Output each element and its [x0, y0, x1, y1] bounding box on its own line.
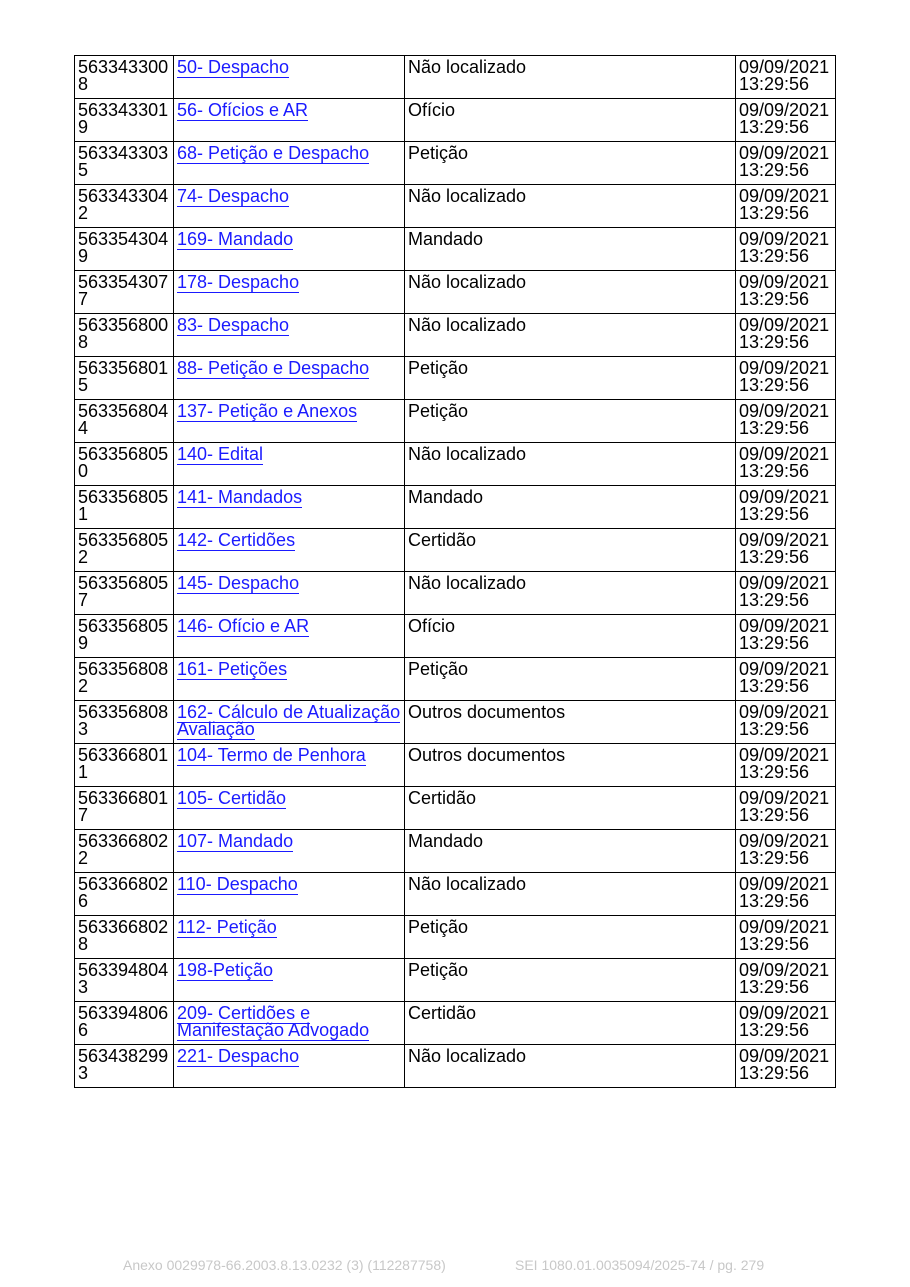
document-cell	[174, 787, 405, 830]
document-cell	[174, 486, 405, 529]
document-link[interactable]: 140- Edital	[177, 444, 264, 464]
document-date: 09/09/2021	[739, 1046, 830, 1066]
document-time: 13:29:56	[739, 160, 810, 180]
document-cell	[174, 701, 405, 744]
document-cell	[174, 572, 405, 615]
document-cell	[174, 314, 405, 357]
table-row	[75, 615, 836, 658]
document-type-cell: Mandado	[405, 486, 736, 529]
table-row	[75, 185, 836, 228]
document-date: 09/09/2021	[739, 745, 830, 765]
document-date: 09/09/2021	[739, 616, 830, 636]
document-link[interactable]: 141- Mandados	[177, 487, 303, 507]
document-id-cell: 5633568059	[75, 615, 174, 658]
document-date: 09/09/2021	[739, 143, 830, 163]
document-link[interactable]: 110- Despacho	[177, 874, 298, 894]
table-row	[75, 314, 836, 357]
document-type-cell: Não localizado	[405, 1045, 736, 1088]
table-row	[75, 142, 836, 185]
document-time: 13:29:56	[739, 934, 810, 954]
document-id-cell: 5633568082	[75, 658, 174, 701]
document-date: 09/09/2021	[739, 1003, 830, 1023]
document-time: 13:29:56	[739, 676, 810, 696]
document-datetime-cell	[736, 744, 836, 787]
document-link[interactable]: 56- Ofícios e AR	[177, 100, 309, 120]
document-id-cell: 5633543077	[75, 271, 174, 314]
document-id-cell: 5633568052	[75, 529, 174, 572]
document-cell	[174, 615, 405, 658]
footer-sei-label: SEI 1080.01.0035094/2025-74 / pg. 279	[515, 1257, 765, 1273]
document-datetime-cell	[736, 787, 836, 830]
document-cell	[174, 99, 405, 142]
document-date: 09/09/2021	[739, 874, 830, 894]
document-date: 09/09/2021	[739, 229, 830, 249]
document-type-cell: Petição	[405, 142, 736, 185]
document-id-cell: 5633433008	[75, 56, 174, 99]
document-id-cell: 5633668022	[75, 830, 174, 873]
document-link[interactable]: 112- Petição	[177, 917, 277, 937]
table-row	[75, 701, 836, 744]
document-cell	[174, 959, 405, 1002]
document-id-cell: 5633433035	[75, 142, 174, 185]
document-time: 13:29:56	[739, 547, 810, 567]
document-cell	[174, 357, 405, 400]
document-cell	[174, 228, 405, 271]
document-datetime-cell	[736, 271, 836, 314]
document-cell	[174, 658, 405, 701]
document-id-cell: 5633568044	[75, 400, 174, 443]
document-date: 09/09/2021	[739, 487, 830, 507]
document-id-cell: 5633668028	[75, 916, 174, 959]
table-row	[75, 99, 836, 142]
document-id-cell: 5633568083	[75, 701, 174, 744]
document-id-cell: 5634382993	[75, 1045, 174, 1088]
document-cell	[174, 1002, 405, 1045]
document-cell	[174, 916, 405, 959]
document-type-cell: Petição	[405, 959, 736, 1002]
document-type-cell: Ofício	[405, 615, 736, 658]
document-link[interactable]: 88- Petição e Despacho	[177, 358, 370, 378]
document-link[interactable]: 68- Petição e Despacho	[177, 143, 370, 163]
document-link[interactable]: 50- Despacho	[177, 57, 290, 77]
document-id-cell: 5633568050	[75, 443, 174, 486]
document-type-cell: Ofício	[405, 99, 736, 142]
document-cell	[174, 443, 405, 486]
document-type-cell: Petição	[405, 916, 736, 959]
document-datetime-cell	[736, 486, 836, 529]
table-row	[75, 529, 836, 572]
document-date: 09/09/2021	[739, 702, 830, 722]
document-link[interactable]: 162- Cálculo de Atualização Avaliação	[177, 702, 401, 739]
table-row	[75, 228, 836, 271]
document-link[interactable]: 145- Despacho	[177, 573, 300, 593]
document-type-cell: Não localizado	[405, 271, 736, 314]
document-link[interactable]: 105- Certidão	[177, 788, 287, 808]
document-type-cell: Certidão	[405, 787, 736, 830]
document-time: 13:29:56	[739, 1063, 810, 1083]
document-cell	[174, 873, 405, 916]
table-row	[75, 959, 836, 1002]
table-row	[75, 873, 836, 916]
document-type-cell: Petição	[405, 400, 736, 443]
document-link[interactable]: 169- Mandado	[177, 229, 294, 249]
documents-table-body	[75, 56, 836, 1088]
document-cell	[174, 142, 405, 185]
document-id-cell: 5633568008	[75, 314, 174, 357]
document-time: 13:29:56	[739, 848, 810, 868]
document-time: 13:29:56	[739, 504, 810, 524]
document-link[interactable]: 146- Ofício e AR	[177, 616, 310, 636]
document-type-cell: Não localizado	[405, 443, 736, 486]
document-type-cell: Mandado	[405, 228, 736, 271]
document-time: 13:29:56	[739, 289, 810, 309]
document-datetime-cell	[736, 400, 836, 443]
document-type-cell: Certidão	[405, 1002, 736, 1045]
document-time: 13:29:56	[739, 1020, 810, 1040]
document-id-cell: 5633568015	[75, 357, 174, 400]
table-row	[75, 787, 836, 830]
document-time: 13:29:56	[739, 375, 810, 395]
table-row	[75, 443, 836, 486]
document-type-cell: Mandado	[405, 830, 736, 873]
document-datetime-cell	[736, 56, 836, 99]
document-datetime-cell	[736, 185, 836, 228]
document-link[interactable]: 221- Despacho	[177, 1046, 300, 1066]
table-row	[75, 56, 836, 99]
document-time: 13:29:56	[739, 203, 810, 223]
document-datetime-cell	[736, 873, 836, 916]
document-type-cell: Outros documentos	[405, 701, 736, 744]
document-cell	[174, 1045, 405, 1088]
document-id-cell: 5633948043	[75, 959, 174, 1002]
document-link[interactable]: 83- Despacho	[177, 315, 290, 335]
document-time: 13:29:56	[739, 117, 810, 137]
document-cell	[174, 56, 405, 99]
document-date: 09/09/2021	[739, 917, 830, 937]
document-type-cell: Não localizado	[405, 56, 736, 99]
table-row	[75, 572, 836, 615]
document-type-cell: Não localizado	[405, 314, 736, 357]
document-type-cell: Outros documentos	[405, 744, 736, 787]
table-row	[75, 271, 836, 314]
document-date: 09/09/2021	[739, 659, 830, 679]
document-time: 13:29:56	[739, 246, 810, 266]
document-type-cell: Certidão	[405, 529, 736, 572]
document-date: 09/09/2021	[739, 788, 830, 808]
document-id-cell: 5633568057	[75, 572, 174, 615]
document-type-cell: Não localizado	[405, 185, 736, 228]
document-cell	[174, 185, 405, 228]
document-datetime-cell	[736, 572, 836, 615]
document-datetime-cell	[736, 314, 836, 357]
table-row	[75, 916, 836, 959]
document-date: 09/09/2021	[739, 315, 830, 335]
document-link[interactable]: 142- Certidões	[177, 530, 296, 550]
document-id-cell: 5633543049	[75, 228, 174, 271]
document-date: 09/09/2021	[739, 831, 830, 851]
document-datetime-cell	[736, 443, 836, 486]
table-row	[75, 400, 836, 443]
document-link[interactable]: 74- Despacho	[177, 186, 290, 206]
document-id-cell: 5633433019	[75, 99, 174, 142]
document-type-cell: Petição	[405, 658, 736, 701]
document-date: 09/09/2021	[739, 57, 830, 77]
document-datetime-cell	[736, 658, 836, 701]
document-date: 09/09/2021	[739, 186, 830, 206]
document-time: 13:29:56	[739, 977, 810, 997]
document-link[interactable]: 178- Despacho	[177, 272, 300, 292]
document-time: 13:29:56	[739, 590, 810, 610]
document-time: 13:29:56	[739, 418, 810, 438]
documents-table	[74, 55, 836, 1088]
table-row	[75, 830, 836, 873]
table-row	[75, 744, 836, 787]
document-date: 09/09/2021	[739, 573, 830, 593]
footer-annex-label: Anexo 0029978-66.2003.8.13.0232 (3) (112287758)	[123, 1257, 446, 1273]
table-row	[75, 1002, 836, 1045]
document-cell	[174, 529, 405, 572]
document-type-cell: Não localizado	[405, 572, 736, 615]
document-datetime-cell	[736, 357, 836, 400]
document-date: 09/09/2021	[739, 444, 830, 464]
document-time: 13:29:56	[739, 332, 810, 352]
document-time: 13:29:56	[739, 719, 810, 739]
document-cell	[174, 271, 405, 314]
document-link[interactable]: 107- Mandado	[177, 831, 294, 851]
document-datetime-cell	[736, 1045, 836, 1088]
document-id-cell: 5633668017	[75, 787, 174, 830]
document-id-cell: 5633948066	[75, 1002, 174, 1045]
document-link[interactable]: 104- Termo de Penhora	[177, 745, 366, 765]
document-link[interactable]: 209- Certidões e Manifestação Advogado	[177, 1003, 370, 1040]
document-datetime-cell	[736, 529, 836, 572]
table-row	[75, 1045, 836, 1088]
document-date: 09/09/2021	[739, 100, 830, 120]
document-time: 13:29:56	[739, 762, 810, 782]
document-datetime-cell	[736, 916, 836, 959]
document-time: 13:29:56	[739, 74, 810, 94]
document-datetime-cell	[736, 99, 836, 142]
document-id-cell: 5633668011	[75, 744, 174, 787]
document-link[interactable]: 198-Petição	[177, 960, 274, 980]
table-row	[75, 357, 836, 400]
document-date: 09/09/2021	[739, 358, 830, 378]
document-time: 13:29:56	[739, 633, 810, 653]
document-datetime-cell	[736, 615, 836, 658]
document-cell	[174, 744, 405, 787]
document-id-cell: 5633668026	[75, 873, 174, 916]
document-datetime-cell	[736, 142, 836, 185]
document-link[interactable]: 137- Petição e Anexos	[177, 401, 358, 421]
document-time: 13:29:56	[739, 891, 810, 911]
document-datetime-cell	[736, 701, 836, 744]
document-id-cell: 5633433042	[75, 185, 174, 228]
document-id-cell: 5633568051	[75, 486, 174, 529]
document-datetime-cell	[736, 959, 836, 1002]
document-date: 09/09/2021	[739, 401, 830, 421]
document-type-cell: Petição	[405, 357, 736, 400]
table-row	[75, 486, 836, 529]
document-datetime-cell	[736, 830, 836, 873]
document-date: 09/09/2021	[739, 530, 830, 550]
document-time: 13:29:56	[739, 461, 810, 481]
document-cell	[174, 400, 405, 443]
document-date: 09/09/2021	[739, 960, 830, 980]
table-row	[75, 658, 836, 701]
document-cell	[174, 830, 405, 873]
document-time: 13:29:56	[739, 805, 810, 825]
document-link[interactable]: 161- Petições	[177, 659, 288, 679]
document-datetime-cell	[736, 1002, 836, 1045]
document-type-cell: Não localizado	[405, 873, 736, 916]
document-datetime-cell	[736, 228, 836, 271]
document-date: 09/09/2021	[739, 272, 830, 292]
